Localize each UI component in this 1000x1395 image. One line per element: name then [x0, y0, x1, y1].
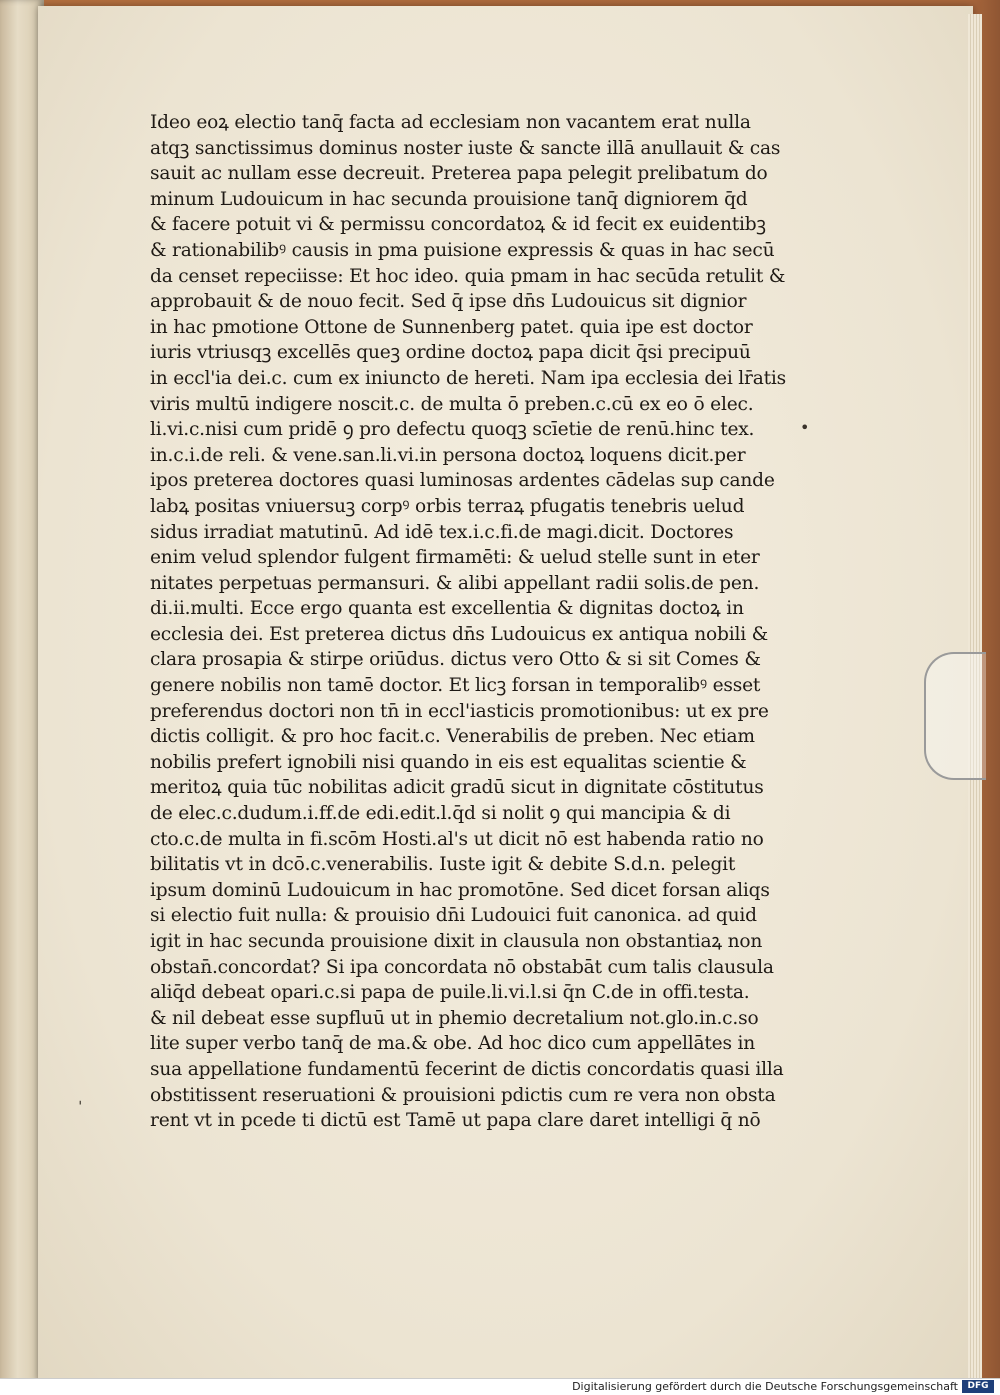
color-marker-clip [924, 652, 986, 780]
text-line: de elec.c.dudum.i.ff.de edi.edit.l.q̄d si nolit ꝯ qui mancipia & di [150, 803, 731, 825]
text-line: lite super verbo tanq̄ de ma.& obe. Ad hoc dico cum appellātes in [150, 1033, 756, 1055]
text-line: iuris vtriusqꝫ excellēs queꝫ ordine doctoꝝ papa dicit q̄si precipuū [150, 342, 751, 364]
text-line: clara prosapia & stirpe oriūdus. dictus vero Otto & si sit Comes & [150, 649, 761, 671]
margin-dot: • [800, 418, 810, 437]
text-line: genere nobilis non tamē doctor. Et licꝫ forsan in temporalibꝰ esset [150, 675, 761, 697]
text-line: approbauit & de nouo fecit. Sed q̄ ipse dn̄s Ludouicus sit dignior [150, 291, 747, 313]
text-line: sua appellatione fundamentū fecerint de dictis concordatis quasi illa [150, 1058, 784, 1080]
text-line: dictis colligit. & pro hoc facit.c. Venerabilis de preben. Nec etiam [150, 726, 755, 748]
text-line: li.vi.c.nisi cum pridē ꝯ pro defectu quoqꝫ scīetie de renū.hinc tex. [150, 419, 755, 441]
text-line: igit in hac secunda prouisione dixit in clausula non obstantiaꝝ non [150, 931, 763, 952]
text-line: minum Ludouicum in hac secunda prouisione tanq̄ digniorem q̄d [150, 188, 748, 210]
text-line: ipos preterea doctores quasi luminosas ardentes cādelas sup cande [150, 470, 775, 492]
text-line: rent vt in pcede ti dictū est Tamē ut papa clare daret intelligi q̄ nō [150, 1110, 761, 1132]
text-line: preferendus doctori non tn̄ in eccl'iasticis promotionibus: ut ex pre [150, 700, 769, 722]
text-line: enim velud splendor fulgent firmamēti: & uelud stelle sunt in eter [150, 547, 760, 569]
text-line: in eccl'ia dei.c. cum ex iniuncto de hereti. Nam ipa ecclesia dei lr̄atis [150, 367, 786, 389]
text-line: & rationabilibꝰ causis in pma puisione expressis & quas in hac secū [150, 239, 775, 261]
text-line: cto.c.de multa in fi.scōm Hosti.al's ut dicit nō est habenda ratio no [150, 828, 764, 850]
text-line: & nil debeat esse supfluū ut in phemio decretalium not.glo.in.c.so [150, 1007, 759, 1029]
dfg-logo: DFG [962, 1380, 994, 1393]
text-line: di.ii.multi. Ecce ergo quanta est excellentia & dignitas doctoꝝ in [150, 598, 744, 620]
text-line: labꝝ positas vniuersuꝫ corpꝰ orbis terraꝝ pfugatis tenebris uelud [150, 495, 745, 517]
text-line: viris multū indigere noscit.c. de multa ō preben.c.cū ex eo ō elec. [150, 393, 754, 415]
text-line: obstitissent reseruationi & prouisioni pdictis cum re vera non obsta [150, 1084, 776, 1106]
text-line: in.c.i.de reli. & vene.san.li.vi.in persona doctoꝝ loquens dicit.per [150, 444, 746, 466]
text-line: in hac pmotione Ottone de Sunnenberg patet. quia ipe est doctor [150, 316, 753, 338]
text-line: bilitatis vt in dcō.c.venerabilis. Iuste igit & debite S.d.n. pelegit [150, 854, 736, 876]
text-line: atqꝫ sanctissimus dominus noster iuste & sancte illā anullauit & cas [150, 137, 781, 159]
text-line: si electio fuit nulla: & prouisio dn̄i Ludouici fuit canonica. ad quid [150, 905, 757, 927]
text-line: ecclesia dei. Est preterea dictus dn̄s Ludouicus ex antiqua nobili & [150, 623, 768, 645]
text-line: aliq̄d debeat opari.c.si papa de puile.li.vi.l.si q̄n C.de in offi.testa. [150, 982, 750, 1004]
text-line: da censet repeciisse: Et hoc ideo. quia pmam in hac secūda retulit & [150, 265, 786, 287]
text-line: obstan̄.concordat? Si ipa concordata nō obstabāt cum talis clausula [150, 956, 774, 978]
text-line: ipsum dominū Ludouicum in hac promotōne. Sed dicet forsan aliqs [150, 879, 770, 901]
text-line: nitates perpetuas permansuri. & alibi appellant radii solis.de pen. [150, 572, 760, 594]
margin-tick: ˈ [78, 1098, 83, 1117]
footer-bar [0, 1378, 1000, 1395]
text-line: sauit ac nullam esse decreuit. Preterea papa pelegit prelibatum do [150, 163, 768, 185]
text-line: nobilis prefert ignobili nisi quando in eis est equalitas scientie & [150, 751, 747, 773]
text-line: sidus irradiat matutinū. Ad idē tex.i.c.fi.de magi.dicit. Doctores [150, 521, 734, 543]
funding-credit: Digitalisierung gefördert durch die Deutsche Forschungsgemeinschaft [572, 1380, 958, 1393]
text-line: meritoꝝ quia tūc nobilitas adicit gradū sicut in dignitate cōstitutus [150, 777, 764, 799]
main-text [150, 110, 790, 1134]
text-line: Ideo eoꝝ electio tanq̄ facta ad ecclesiam non vacantem erat nulla [150, 112, 751, 133]
text-line: & facere potuit vi & permissu concordatoꝝ & id fecit ex euidentibꝫ [150, 214, 766, 236]
